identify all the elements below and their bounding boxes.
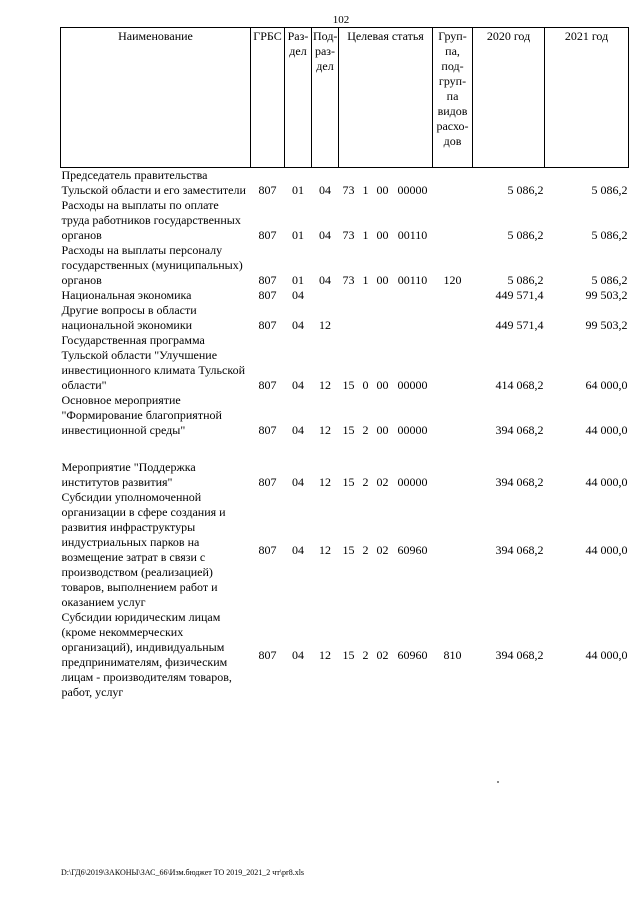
table-row: [61, 610, 629, 700]
row-podrazdel: 12: [319, 318, 331, 332]
row-2020: 5 086,2: [507, 228, 544, 242]
row-podrazdel: 04: [319, 273, 331, 287]
row-cs-direction: 00110: [397, 228, 428, 242]
row-podrazdel: 12: [319, 475, 331, 489]
row-2020: 394 068,2: [495, 542, 544, 557]
row-2021: 44 000,0: [585, 542, 628, 557]
row-cs-subprogram: [359, 288, 373, 303]
row-2021: 44 000,0: [585, 423, 628, 437]
row-cs-subprogram: 1: [362, 183, 369, 197]
row-cs-program: [339, 288, 359, 303]
table-row: [61, 460, 629, 490]
row-podrazdel: 04: [319, 228, 331, 242]
table-row: [61, 198, 629, 243]
row-razdel: 04: [292, 647, 304, 662]
table-row: [61, 303, 629, 333]
row-podrazdel: 12: [319, 542, 331, 557]
row-cs-direction: 00000: [397, 475, 428, 489]
row-2021: 44 000,0: [585, 647, 628, 662]
row-name: Другие вопросы в области национальной экономики: [61, 303, 197, 332]
row-cs-event: 00: [376, 273, 389, 287]
row-cs-subprogram: 2: [362, 542, 369, 557]
row-2020: 394 068,2: [495, 423, 544, 437]
row-grbs: 807: [258, 318, 277, 332]
row-grbs: 807: [258, 542, 277, 557]
row-cs-program: [339, 303, 359, 333]
row-grbs: 807: [258, 475, 277, 489]
row-cs-event: 02: [376, 475, 389, 489]
row-cs-program: 73: [342, 228, 355, 242]
header-target: Целевая статья: [339, 28, 433, 168]
row-cs-program: 15: [342, 542, 355, 557]
row-cs-program: 15: [342, 475, 355, 489]
table-row: [61, 490, 629, 610]
row-name: Государственная программа Тульской области "Улучшение инвестиционного климата Тульской области": [61, 333, 245, 392]
row-razdel: 04: [292, 378, 304, 392]
row-cs-subprogram: 2: [362, 647, 369, 662]
row-vr: [433, 490, 473, 610]
row-razdel: 01: [292, 183, 304, 197]
row-name: Мероприятие "Поддержка институтов развития": [61, 460, 196, 489]
row-razdel: 04: [292, 542, 304, 557]
row-vr: [433, 288, 473, 303]
row-2021: 44 000,0: [585, 475, 628, 489]
row-razdel: 04: [292, 475, 304, 489]
row-vr: [433, 303, 473, 333]
header-razdel: Раз- дел: [285, 28, 312, 168]
row-2020: 394 068,2: [495, 647, 544, 662]
row-grbs: 807: [258, 183, 277, 197]
row-2020: 449 571,4: [495, 288, 544, 302]
row-2020: 414 068,2: [495, 378, 544, 392]
row-podrazdel: 12: [319, 647, 331, 662]
row-vr: 120: [443, 273, 462, 287]
row-grbs: 807: [258, 378, 277, 392]
page-number: 102: [332, 14, 350, 26]
table-header-row: [61, 28, 629, 168]
table-row: [61, 243, 629, 288]
row-cs-direction: [393, 303, 433, 333]
row-cs-direction: 00000: [397, 378, 428, 392]
row-cs-program: 73: [342, 183, 355, 197]
row-podrazdel: 12: [319, 378, 331, 392]
row-cs-program: 15: [342, 647, 355, 662]
row-spacer: [61, 438, 629, 460]
row-name: Национальная экономика: [61, 288, 192, 302]
row-name: Основное мероприятие "Формирование благоприятной инвестиционной среды": [61, 393, 222, 437]
row-razdel: 04: [292, 423, 304, 437]
row-2020: 5 086,2: [507, 273, 544, 287]
row-cs-event: 00: [376, 228, 389, 242]
row-cs-direction: 00000: [397, 423, 428, 437]
budget-table: [60, 27, 629, 700]
row-2020: 449 571,4: [495, 318, 544, 332]
row-cs-direction: [393, 288, 433, 303]
row-vr: [433, 460, 473, 490]
row-cs-event: 02: [376, 542, 389, 557]
row-cs-event: 00: [376, 378, 389, 392]
row-cs-event: 02: [376, 647, 389, 662]
file-path-footer: D:\ГД6\2019\ЗАКОНЫ\ЗАС_66\Изм.бюджет ТО 2019_2021_2 чт\pr8.xls: [61, 868, 305, 877]
row-podrazdel: 04: [319, 183, 331, 197]
row-razdel: 01: [292, 228, 304, 242]
row-2021: 64 000,0: [585, 378, 628, 392]
row-name: Субсидии юридическим лицам (кроме некоммерческих организаций), индивидуальным предпринимателям, физическим лицам - производителям товаров, работ, услуг: [61, 610, 232, 699]
row-2021: 5 086,2: [591, 183, 628, 197]
row-2021: 99 503,2: [585, 288, 628, 302]
row-podrazdel: [312, 288, 339, 303]
scan-speck: [497, 781, 499, 783]
row-name: Расходы на выплаты по оплате труда работников государственных органов: [61, 198, 241, 242]
row-grbs: 807: [258, 647, 277, 662]
row-vr: [433, 333, 473, 393]
table-row: [61, 288, 629, 303]
row-cs-subprogram: 2: [362, 475, 369, 489]
row-razdel: 04: [292, 318, 304, 332]
row-2020: 394 068,2: [495, 475, 544, 489]
row-vr: [433, 198, 473, 243]
row-razdel: 01: [292, 273, 304, 287]
row-cs-event: [373, 303, 393, 333]
row-vr: [433, 393, 473, 438]
table-row: [61, 168, 629, 199]
row-cs-event: [373, 288, 393, 303]
header-name: Наименование: [61, 28, 251, 168]
row-cs-event: 00: [376, 423, 389, 437]
row-vr: [433, 168, 473, 199]
header-podrazdel: Под- раз- дел: [312, 28, 339, 168]
row-cs-subprogram: 0: [362, 378, 369, 392]
row-cs-subprogram: 2: [362, 423, 369, 437]
header-2021: 2021 год: [545, 28, 629, 168]
row-cs-direction: 60960: [397, 647, 428, 662]
row-grbs: 807: [258, 423, 277, 437]
row-2020: 5 086,2: [507, 183, 544, 197]
row-cs-event: 00: [376, 183, 389, 197]
row-cs-program: 73: [342, 273, 355, 287]
header-2020: 2020 год: [473, 28, 545, 168]
table-row: [61, 333, 629, 393]
row-cs-direction: 00000: [397, 183, 428, 197]
row-name: Субсидии уполномоченной организации в сфере создания и развития инфраструктуры индустриальных парков на возмещение затрат в связи с производством (реализацией) товаров, выполнением работ и оказанием услуг: [61, 490, 226, 609]
row-cs-subprogram: [359, 303, 373, 333]
table-row: [61, 393, 629, 438]
row-2021: 5 086,2: [591, 273, 628, 287]
row-cs-direction: 60960: [397, 542, 428, 557]
row-2021: 99 503,2: [585, 318, 628, 332]
row-cs-program: 15: [342, 378, 355, 392]
header-grbs: ГРБС: [251, 28, 285, 168]
row-cs-direction: 00110: [397, 273, 428, 287]
row-grbs: 807: [258, 273, 277, 287]
row-podrazdel: 12: [319, 423, 331, 437]
row-2021: 5 086,2: [591, 228, 628, 242]
row-grbs: 807: [258, 288, 277, 302]
row-cs-subprogram: 1: [362, 228, 369, 242]
row-name: Расходы на выплаты персоналу государственных (муниципальных) органов: [61, 243, 243, 287]
row-cs-subprogram: 1: [362, 273, 369, 287]
row-cs-program: 15: [342, 423, 355, 437]
row-name: Председатель правительства Тульской области и его заместители: [61, 168, 246, 197]
row-grbs: 807: [258, 228, 277, 242]
row-razdel: 04: [292, 288, 304, 302]
row-vr: 810: [443, 647, 462, 662]
header-group: Груп- па, под- груп- па видов расхо- дов: [433, 28, 473, 168]
